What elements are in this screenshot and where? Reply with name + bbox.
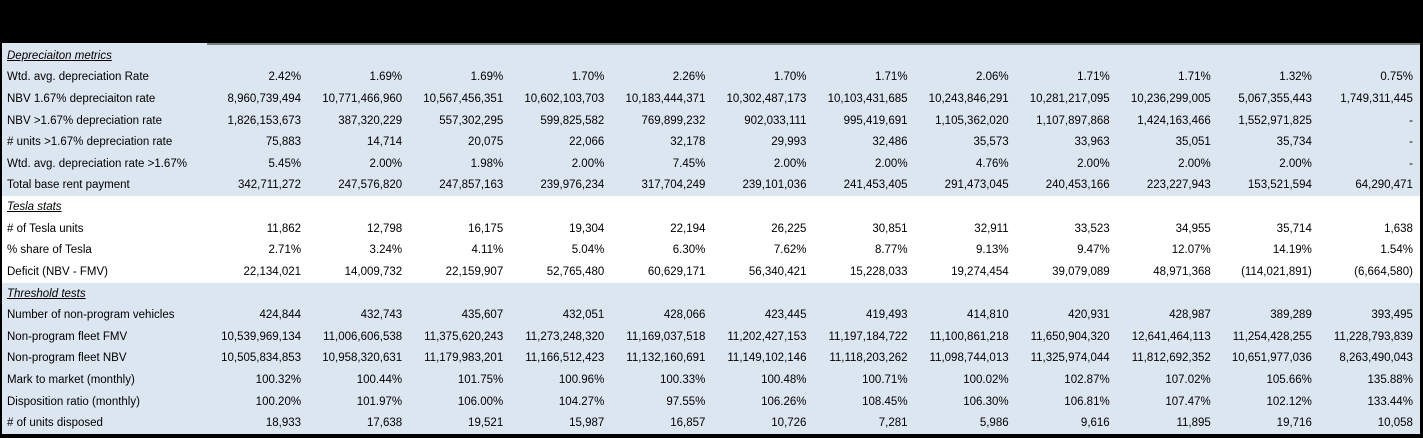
table-row bbox=[2, 326, 1420, 348]
section-header-row bbox=[2, 196, 1420, 218]
value-cell[interactable]: 100.48% bbox=[761, 373, 807, 386]
value-cell[interactable]: 10,183,444,371 bbox=[625, 93, 706, 106]
value-cell[interactable]: 100.44% bbox=[356, 373, 403, 386]
row-label-cell[interactable]: Non-program fleet NBV bbox=[7, 352, 127, 365]
value-cell[interactable]: 106.30% bbox=[963, 395, 1009, 408]
row-label-cell[interactable]: % share of Tesla bbox=[7, 244, 92, 257]
value-cell[interactable]: 11,228,793,839 bbox=[1333, 330, 1413, 343]
value-cell[interactable]: 26,225 bbox=[771, 222, 807, 235]
value-cell[interactable]: 5.45% bbox=[268, 157, 302, 170]
value-cell[interactable]: 15,987 bbox=[569, 417, 605, 430]
value-cell[interactable]: 107.02% bbox=[1165, 373, 1211, 386]
value-cell[interactable]: 2.00% bbox=[1178, 157, 1211, 170]
value-cell[interactable]: 100.32% bbox=[255, 373, 302, 386]
section-header-row bbox=[2, 45, 1420, 67]
table-row bbox=[2, 153, 1420, 175]
value-cell[interactable]: 106.26% bbox=[761, 395, 807, 408]
value-cell[interactable]: 64,290,471 bbox=[1355, 179, 1413, 192]
value-cell[interactable]: 135.88% bbox=[1367, 373, 1413, 386]
value-cell[interactable]: 423,445 bbox=[764, 309, 807, 322]
value-cell[interactable]: 102.87% bbox=[1064, 373, 1110, 386]
value-cell[interactable]: 133.44% bbox=[1367, 395, 1413, 408]
value-cell[interactable]: 5,986 bbox=[979, 417, 1009, 430]
value-cell[interactable]: 11,098,744,013 bbox=[929, 352, 1009, 365]
table-row bbox=[2, 175, 1420, 197]
value-cell[interactable]: 1.32% bbox=[1279, 71, 1312, 84]
value-cell[interactable]: 428,066 bbox=[663, 309, 706, 322]
value-cell[interactable]: 1.70% bbox=[773, 71, 807, 84]
table-row bbox=[2, 110, 1420, 132]
value-cell[interactable]: 223,227,943 bbox=[1146, 179, 1211, 192]
value-cell[interactable]: 902,033,111 bbox=[744, 114, 807, 127]
value-cell[interactable]: 2.26% bbox=[672, 71, 706, 84]
value-cell[interactable]: 11,273,248,320 bbox=[525, 330, 605, 343]
value-cell[interactable]: 3.24% bbox=[369, 244, 403, 257]
row-label-cell[interactable]: Wtd. avg. depreciation Rate bbox=[7, 71, 149, 84]
value-cell[interactable]: 435,607 bbox=[461, 309, 504, 322]
section-title-cell[interactable]: Tesla stats bbox=[7, 201, 62, 214]
value-cell[interactable]: 56,340,421 bbox=[748, 265, 807, 278]
row-label-cell[interactable]: NBV >1.67% depreciation rate bbox=[7, 114, 163, 127]
value-cell[interactable]: 389,289 bbox=[1270, 309, 1312, 322]
value-cell[interactable]: 35,051 bbox=[1175, 136, 1211, 149]
value-cell[interactable]: 97.55% bbox=[666, 395, 706, 408]
value-cell[interactable]: 342,711,272 bbox=[237, 179, 302, 192]
value-cell[interactable]: 0.75% bbox=[1380, 71, 1413, 84]
value-cell[interactable]: 9.47% bbox=[1077, 244, 1110, 257]
value-cell[interactable]: 5.04% bbox=[571, 244, 605, 257]
value-cell[interactable]: 6.30% bbox=[672, 244, 706, 257]
value-cell[interactable]: 414,810 bbox=[967, 309, 1009, 322]
value-cell[interactable]: 1,552,971,825 bbox=[1238, 114, 1312, 127]
value-cell[interactable]: 1.54% bbox=[1380, 244, 1413, 257]
row-label-cell[interactable]: # units >1.67% depreciation rate bbox=[7, 136, 173, 149]
value-cell[interactable]: 2.06% bbox=[976, 71, 1009, 84]
value-cell[interactable]: 769,899,232 bbox=[641, 114, 706, 127]
value-cell[interactable]: 11,169,037,518 bbox=[626, 330, 706, 343]
value-cell[interactable]: 8,960,739,494 bbox=[227, 93, 302, 106]
value-cell[interactable]: 432,051 bbox=[562, 309, 605, 322]
value-cell[interactable]: 22,194 bbox=[670, 222, 706, 235]
value-cell[interactable]: 1.70% bbox=[571, 71, 605, 84]
value-cell[interactable]: 22,134,021 bbox=[243, 265, 302, 278]
value-cell[interactable]: 2.00% bbox=[1279, 157, 1312, 170]
value-cell[interactable]: 4.76% bbox=[976, 157, 1009, 170]
table-row bbox=[2, 391, 1420, 413]
value-cell[interactable]: 100.33% bbox=[659, 373, 706, 386]
value-cell[interactable]: 247,576,820 bbox=[338, 179, 403, 192]
value-cell[interactable]: 35,573 bbox=[973, 136, 1009, 149]
value-cell[interactable]: 2.00% bbox=[874, 157, 908, 170]
value-cell[interactable]: 2.00% bbox=[571, 157, 605, 170]
value-cell[interactable]: 7.45% bbox=[672, 157, 706, 170]
value-cell[interactable]: 11,325,974,044 bbox=[1030, 352, 1110, 365]
value-cell[interactable]: 22,066 bbox=[569, 136, 605, 149]
value-cell[interactable]: 10,243,846,291 bbox=[928, 93, 1009, 106]
value-cell[interactable]: 10,103,431,685 bbox=[827, 93, 908, 106]
value-cell[interactable]: 393,495 bbox=[1371, 309, 1413, 322]
section-header-row bbox=[2, 283, 1420, 305]
value-cell[interactable]: 11,100,861,218 bbox=[929, 330, 1009, 343]
row-label-cell[interactable]: # of Tesla units bbox=[7, 222, 84, 235]
value-cell[interactable]: 9,616 bbox=[1080, 417, 1110, 430]
value-cell[interactable]: 102.12% bbox=[1266, 395, 1312, 408]
value-cell[interactable]: 30,851 bbox=[872, 222, 908, 235]
value-cell[interactable]: 1,638 bbox=[1384, 222, 1413, 235]
value-cell[interactable]: 10,281,217,095 bbox=[1029, 93, 1110, 106]
value-cell[interactable]: 419,493 bbox=[865, 309, 908, 322]
value-cell[interactable]: 1.71% bbox=[1077, 71, 1110, 84]
value-cell[interactable]: 557,302,295 bbox=[439, 114, 504, 127]
value-cell[interactable]: 11,862 bbox=[266, 222, 302, 235]
value-cell[interactable]: 11,895 bbox=[1176, 417, 1211, 430]
value-cell[interactable]: 4.11% bbox=[471, 244, 504, 257]
value-cell[interactable]: 7,281 bbox=[878, 417, 908, 430]
value-cell[interactable]: 108.45% bbox=[862, 395, 908, 408]
value-cell[interactable]: 35,734 bbox=[1276, 136, 1312, 149]
header-band-data-black-fill bbox=[207, 0, 1420, 45]
value-cell[interactable]: 8.77% bbox=[874, 244, 908, 257]
value-cell[interactable]: 424,844 bbox=[259, 309, 302, 322]
value-cell[interactable]: 32,911 bbox=[974, 222, 1009, 235]
row-label-cell[interactable]: Deficit (NBV - FMV) bbox=[7, 265, 108, 278]
value-cell[interactable]: 239,101,036 bbox=[742, 179, 807, 192]
value-cell[interactable]: 10,567,456,351 bbox=[423, 93, 504, 106]
value-cell[interactable]: 10,505,834,853 bbox=[221, 352, 302, 365]
table-row bbox=[2, 67, 1420, 89]
value-cell[interactable]: 33,963 bbox=[1074, 136, 1110, 149]
value-cell[interactable]: 75,883 bbox=[265, 136, 302, 149]
value-cell[interactable]: 100.02% bbox=[963, 373, 1009, 386]
value-cell[interactable]: 10,236,299,005 bbox=[1130, 93, 1211, 106]
value-cell[interactable]: 16,857 bbox=[670, 417, 706, 430]
table-row bbox=[2, 218, 1420, 240]
table-row bbox=[2, 369, 1420, 391]
value-cell[interactable]: 39,079,089 bbox=[1052, 265, 1110, 278]
value-cell[interactable]: 2.00% bbox=[773, 157, 807, 170]
value-cell[interactable]: 2.00% bbox=[1077, 157, 1110, 170]
table-row bbox=[2, 348, 1420, 370]
value-cell[interactable]: 32,486 bbox=[872, 136, 908, 149]
value-cell[interactable]: 239,976,234 bbox=[540, 179, 605, 192]
value-cell[interactable]: 11,179,983,201 bbox=[424, 352, 504, 365]
value-cell[interactable]: 995,419,691 bbox=[843, 114, 908, 127]
value-cell[interactable]: 11,812,692,352 bbox=[1131, 352, 1211, 365]
table-row bbox=[2, 88, 1420, 110]
value-cell[interactable]: 153,521,594 bbox=[1247, 179, 1312, 192]
value-cell[interactable]: 29,993 bbox=[771, 136, 807, 149]
value-cell[interactable]: 18,933 bbox=[265, 417, 302, 430]
value-cell[interactable]: 22,159,907 bbox=[445, 265, 504, 278]
value-cell[interactable]: - bbox=[1409, 114, 1413, 127]
value-cell[interactable]: 100.20% bbox=[255, 395, 302, 408]
value-cell[interactable]: 101.75% bbox=[457, 373, 504, 386]
row-label-cell[interactable]: Total base rent payment bbox=[7, 179, 130, 192]
value-cell[interactable]: 2.42% bbox=[268, 71, 302, 84]
value-cell[interactable]: 19,521 bbox=[468, 417, 504, 430]
row-label-cell[interactable]: Wtd. avg. depreciation rate >1.67% bbox=[7, 157, 187, 170]
value-cell[interactable]: 14.19% bbox=[1272, 244, 1312, 257]
value-cell[interactable]: 11,166,512,423 bbox=[525, 352, 605, 365]
value-cell[interactable]: 11,254,428,255 bbox=[1232, 330, 1312, 343]
row-label-cell[interactable]: # of units disposed bbox=[7, 417, 103, 430]
value-cell[interactable]: 104.27% bbox=[558, 395, 605, 408]
value-cell[interactable]: 10,726 bbox=[771, 417, 807, 430]
value-cell[interactable]: 11,650,904,320 bbox=[1030, 330, 1110, 343]
value-cell[interactable]: 10,302,487,173 bbox=[726, 93, 807, 106]
value-cell[interactable]: 10,958,320,631 bbox=[322, 352, 403, 365]
header-band bbox=[2, 0, 1420, 45]
value-cell[interactable]: 1.69% bbox=[369, 71, 403, 84]
value-cell[interactable]: 11,006,606,538 bbox=[323, 330, 403, 343]
value-cell[interactable]: 2.71% bbox=[268, 244, 302, 257]
value-cell[interactable]: 17,638 bbox=[366, 417, 403, 430]
value-cell[interactable]: 11,132,160,691 bbox=[626, 352, 706, 365]
value-cell[interactable]: 10,539,969,134 bbox=[221, 330, 302, 343]
value-cell[interactable]: 247,857,163 bbox=[439, 179, 504, 192]
value-cell[interactable]: 16,175 bbox=[468, 222, 504, 235]
value-cell[interactable]: 100.96% bbox=[558, 373, 605, 386]
table-row bbox=[2, 412, 1420, 434]
value-cell[interactable]: 12.07% bbox=[1171, 244, 1211, 257]
value-cell[interactable]: 60,629,171 bbox=[647, 265, 706, 278]
value-cell[interactable]: 14,009,732 bbox=[344, 265, 403, 278]
value-cell[interactable]: 317,704,249 bbox=[641, 179, 706, 192]
value-cell[interactable]: 106.81% bbox=[1064, 395, 1110, 408]
table-row bbox=[2, 239, 1420, 261]
value-cell[interactable]: 11,149,102,146 bbox=[727, 352, 807, 365]
value-cell[interactable]: 35,714 bbox=[1276, 222, 1312, 235]
value-cell[interactable]: 19,274,454 bbox=[951, 265, 1009, 278]
section-title-cell[interactable]: Depreciaiton metrics bbox=[7, 49, 112, 62]
value-cell[interactable]: 5,067,355,443 bbox=[1238, 93, 1312, 106]
value-cell[interactable]: 32,178 bbox=[670, 136, 706, 149]
value-cell[interactable]: 420,931 bbox=[1068, 309, 1110, 322]
row-label-cell[interactable]: Non-program fleet FMV bbox=[7, 330, 128, 343]
value-cell[interactable]: 1.98% bbox=[470, 157, 504, 170]
row-label-cell[interactable]: NBV 1.67% depreciaiton rate bbox=[7, 93, 156, 106]
value-cell[interactable]: 428,987 bbox=[1169, 309, 1211, 322]
value-cell[interactable]: 19,304 bbox=[569, 222, 605, 235]
value-cell[interactable]: 387,320,229 bbox=[338, 114, 403, 127]
value-cell[interactable]: 33,523 bbox=[1074, 222, 1110, 235]
value-cell[interactable]: - bbox=[1409, 157, 1413, 170]
value-cell[interactable]: 1,105,362,020 bbox=[935, 114, 1009, 127]
table-row bbox=[2, 304, 1420, 326]
value-cell[interactable]: 240,453,166 bbox=[1045, 179, 1110, 192]
value-cell[interactable]: (6,664,580) bbox=[1354, 265, 1413, 278]
value-cell[interactable]: 11,197,184,722 bbox=[828, 330, 908, 343]
value-cell[interactable]: 1,107,897,868 bbox=[1036, 114, 1110, 127]
value-cell[interactable]: 34,955 bbox=[1175, 222, 1211, 235]
value-cell[interactable]: - bbox=[1409, 136, 1413, 149]
table-row bbox=[2, 131, 1420, 153]
row-label-cell[interactable]: Mark to market (monthly) bbox=[7, 373, 135, 386]
value-cell[interactable]: 10,058 bbox=[1377, 417, 1413, 430]
value-cell[interactable]: 100.71% bbox=[862, 373, 908, 386]
value-cell[interactable]: 105.66% bbox=[1266, 373, 1312, 386]
table-body bbox=[2, 45, 1420, 434]
value-cell[interactable]: 10,771,466,960 bbox=[322, 93, 403, 106]
header-band-label-column bbox=[2, 0, 207, 45]
value-cell[interactable]: 1,826,153,673 bbox=[227, 114, 302, 127]
value-cell[interactable]: 1.71% bbox=[1178, 71, 1211, 84]
row-label-cell[interactable]: Disposition ratio (monthly) bbox=[7, 395, 140, 408]
value-cell[interactable]: 1,749,311,445 bbox=[1340, 93, 1413, 106]
value-cell[interactable]: 12,641,464,113 bbox=[1131, 330, 1211, 343]
value-cell[interactable]: 11,118,203,262 bbox=[829, 352, 908, 365]
value-cell[interactable]: 599,825,582 bbox=[540, 114, 605, 127]
row-label-cell[interactable]: Number of non-program vehicles bbox=[7, 309, 175, 322]
value-cell[interactable]: 106.00% bbox=[457, 395, 504, 408]
value-cell[interactable]: 15,228,033 bbox=[849, 265, 908, 278]
value-cell[interactable]: (114,021,891) bbox=[1241, 265, 1312, 278]
value-cell[interactable]: 1.69% bbox=[470, 71, 504, 84]
value-cell[interactable]: 432,743 bbox=[360, 309, 403, 322]
value-cell[interactable]: 14,714 bbox=[366, 136, 403, 149]
value-cell[interactable]: 1,424,163,466 bbox=[1137, 114, 1211, 127]
header-band-label-black-fill bbox=[2, 0, 207, 43]
value-cell[interactable]: 9.13% bbox=[976, 244, 1009, 257]
value-cell[interactable]: 11,202,427,153 bbox=[727, 330, 807, 343]
value-cell[interactable]: 101.97% bbox=[356, 395, 403, 408]
value-cell[interactable]: 2.00% bbox=[369, 157, 403, 170]
value-cell[interactable]: 12,798 bbox=[366, 222, 403, 235]
value-cell[interactable]: 8,263,490,043 bbox=[1339, 352, 1413, 365]
value-cell[interactable]: 20,075 bbox=[468, 136, 504, 149]
value-cell[interactable]: 1.71% bbox=[874, 71, 908, 84]
value-cell[interactable]: 48,971,368 bbox=[1153, 265, 1211, 278]
value-cell[interactable]: 241,453,405 bbox=[843, 179, 908, 192]
value-cell[interactable]: 7.62% bbox=[773, 244, 807, 257]
value-cell[interactable]: 52,765,480 bbox=[546, 265, 605, 278]
value-cell[interactable]: 19,716 bbox=[1276, 417, 1312, 430]
value-cell[interactable]: 11,375,620,243 bbox=[424, 330, 504, 343]
table-row bbox=[2, 261, 1420, 283]
section-title-cell[interactable]: Threshold tests bbox=[7, 287, 86, 300]
value-cell[interactable]: 10,602,103,703 bbox=[524, 93, 605, 106]
value-cell[interactable]: 10,651,977,036 bbox=[1231, 352, 1312, 365]
value-cell[interactable]: 291,473,045 bbox=[944, 179, 1009, 192]
value-cell[interactable]: 107.47% bbox=[1165, 395, 1211, 408]
